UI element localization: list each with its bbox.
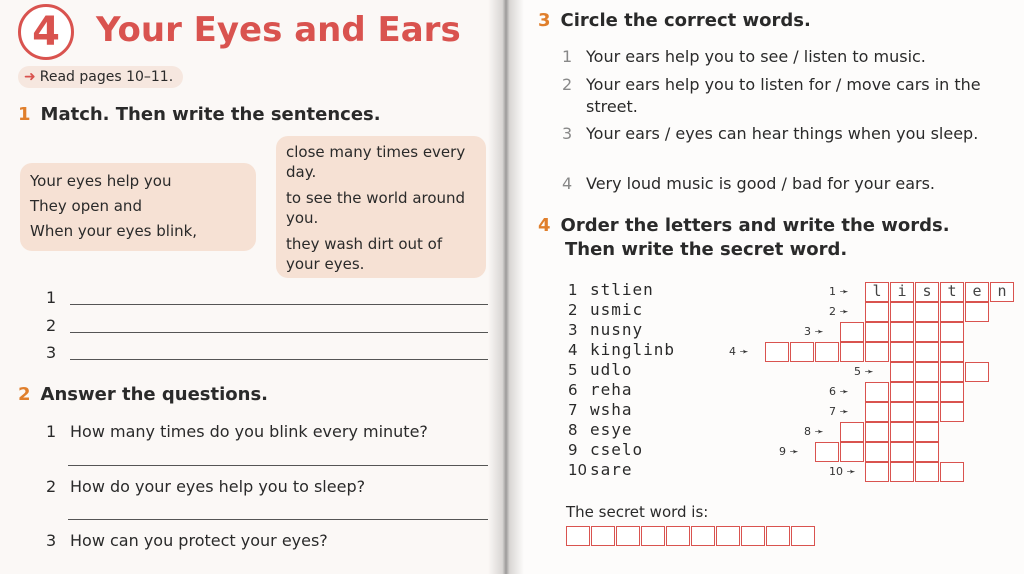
- question: 1 How many times do you blink every minute?: [46, 422, 428, 441]
- crossword-cell[interactable]: [915, 302, 939, 322]
- scrambled-word-number: 5: [568, 361, 578, 379]
- crossword-cell[interactable]: [865, 422, 889, 442]
- scrambled-word-item: [568, 280, 654, 299]
- crossword-cell[interactable]: [840, 342, 864, 362]
- crossword-cell[interactable]: [915, 342, 939, 362]
- secret-word-cell[interactable]: [766, 526, 790, 546]
- exercise-1-heading: [18, 104, 381, 125]
- crossword-cell[interactable]: [865, 462, 889, 482]
- crossword-row-label: 10 ➛: [829, 465, 856, 478]
- scrambled-word-item: [568, 460, 633, 479]
- crossword-row-label: 8 ➛: [804, 425, 824, 438]
- crossword-cell[interactable]: [890, 382, 914, 402]
- scrambled-word-number: 3: [568, 321, 578, 339]
- secret-word-cell[interactable]: [716, 526, 740, 546]
- secret-word-cell[interactable]: [616, 526, 640, 546]
- secret-word-cell[interactable]: [566, 526, 590, 546]
- sentence-ending: close many times every day.: [286, 143, 466, 181]
- secret-word-cell[interactable]: [591, 526, 615, 546]
- exercise-instruction: Order the letters and write the words.: [560, 215, 950, 236]
- circle-item: 4 Very loud music is good / bad for your ears.: [562, 174, 936, 193]
- sentence-ending: they wash dirt out of your eyes.: [286, 235, 443, 273]
- crossword-cell[interactable]: [890, 442, 914, 462]
- exercise-number: 2: [18, 384, 31, 405]
- crossword-cell[interactable]: [890, 402, 914, 422]
- crossword-cell[interactable]: t: [940, 282, 964, 302]
- crossword-cell[interactable]: [915, 462, 939, 482]
- crossword-cell[interactable]: [915, 422, 939, 442]
- crossword-cell[interactable]: [840, 442, 864, 462]
- read-pages-label: Read pages 10–11.: [39, 69, 174, 85]
- exercise-instruction: Circle the correct words.: [560, 10, 811, 31]
- crossword-cell[interactable]: [940, 402, 964, 422]
- crossword-cell[interactable]: [865, 302, 889, 322]
- crossword-cell[interactable]: [890, 322, 914, 342]
- scrambled-word-number: 1: [568, 281, 578, 299]
- circle-item: 3 Your ears / eyes can hear things when you sleep.: [562, 124, 979, 143]
- answer-line-number: 2: [46, 316, 57, 335]
- answer-line[interactable]: [70, 332, 488, 333]
- sentence-start: They open and: [30, 197, 142, 215]
- read-pages-tag: [18, 66, 183, 88]
- crossword-cell[interactable]: n: [990, 282, 1014, 302]
- exercise-instruction: Match. Then write the sentences.: [40, 104, 381, 125]
- scrambled-word-item: [568, 400, 633, 419]
- scrambled-word: wsha: [590, 400, 633, 419]
- crossword-cell[interactable]: [915, 442, 939, 462]
- crossword-cell[interactable]: [915, 362, 939, 382]
- crossword-cell[interactable]: [790, 342, 814, 362]
- scrambled-word: usmic: [590, 300, 644, 319]
- crossword-cell[interactable]: [865, 402, 889, 422]
- sentence-start: Your eyes help you: [30, 172, 172, 190]
- answer-line[interactable]: [70, 359, 488, 360]
- scrambled-word: kinglinb: [590, 340, 676, 359]
- secret-word-cell[interactable]: [741, 526, 765, 546]
- scrambled-word-number: 8: [568, 421, 578, 439]
- crossword-row-label: 9 ➛: [779, 445, 799, 458]
- circle-item: 1 Your ears help you to see / listen to music.: [562, 47, 926, 66]
- crossword-cell[interactable]: [940, 322, 964, 342]
- scrambled-word-number: 9: [568, 441, 578, 459]
- scrambled-word-item: [568, 380, 633, 399]
- crossword-cell[interactable]: [890, 422, 914, 442]
- scrambled-word: nusny: [590, 320, 644, 339]
- crossword-cell[interactable]: [865, 322, 889, 342]
- scrambled-word: cselo: [590, 440, 644, 459]
- answer-line[interactable]: [70, 304, 488, 305]
- scrambled-word-number: 7: [568, 401, 578, 419]
- exercise-4-heading: [538, 214, 950, 262]
- crossword-row-label: 6 ➛: [829, 385, 849, 398]
- crossword-cell[interactable]: [840, 422, 864, 442]
- scrambled-word-number: 4: [568, 341, 578, 359]
- scrambled-word-item: [568, 320, 643, 339]
- crossword-row-label: 5 ➛: [854, 365, 874, 378]
- crossword-row-label: 7 ➛: [829, 405, 849, 418]
- scrambled-word: sare: [590, 460, 633, 479]
- exercise-number: 1: [18, 104, 31, 125]
- crossword-cell[interactable]: [940, 302, 964, 322]
- crossword-cell[interactable]: [915, 382, 939, 402]
- crossword-cell[interactable]: [890, 302, 914, 322]
- crossword-cell[interactable]: [940, 362, 964, 382]
- exercise-number: 3: [538, 10, 551, 31]
- crossword-cell[interactable]: [765, 342, 789, 362]
- exercise-instruction: Then write the secret word.: [565, 239, 848, 260]
- crossword-cell[interactable]: [965, 362, 989, 382]
- crossword-cell[interactable]: [965, 302, 989, 322]
- crossword-cell[interactable]: [890, 362, 914, 382]
- scrambled-word-item: [568, 300, 643, 319]
- crossword-row-label: 2 ➛: [829, 305, 849, 318]
- crossword-cell[interactable]: [865, 342, 889, 362]
- sentence-starts-box: [20, 163, 256, 251]
- sentence-start: When your eyes blink,: [30, 222, 198, 240]
- exercise-2-heading: [18, 384, 268, 405]
- sentence-ending: to see the world around you.: [286, 189, 466, 227]
- crossword-cell[interactable]: e: [965, 282, 989, 302]
- scrambled-word-item: [568, 420, 633, 439]
- crossword-row-label: 1 ➛: [829, 285, 849, 298]
- crossword-cell[interactable]: [815, 342, 839, 362]
- crossword-cell[interactable]: [915, 402, 939, 422]
- crossword-cell[interactable]: [865, 382, 889, 402]
- crossword-cell[interactable]: [940, 342, 964, 362]
- scrambled-word: udlo: [590, 360, 633, 379]
- crossword-row-label: 4 ➛: [729, 345, 749, 358]
- scrambled-word-item: [568, 440, 643, 459]
- crossword-cell[interactable]: l: [865, 282, 889, 302]
- crossword-cell[interactable]: [840, 322, 864, 342]
- unit-title: Your Eyes and Ears: [96, 10, 461, 50]
- exercise-instruction: Answer the questions.: [40, 384, 268, 405]
- secret-word-cell[interactable]: [641, 526, 665, 546]
- secret-word-cell[interactable]: [691, 526, 715, 546]
- secret-word-cell[interactable]: [791, 526, 815, 546]
- answer-line[interactable]: [68, 465, 488, 466]
- scrambled-word-item: [568, 340, 675, 359]
- crossword-cell[interactable]: s: [915, 282, 939, 302]
- crossword-cell[interactable]: [865, 442, 889, 462]
- exercise-3-heading: [538, 10, 811, 31]
- secret-word-label: The secret word is:: [566, 503, 709, 521]
- sentence-endings-box: [276, 136, 486, 278]
- crossword-cell[interactable]: [940, 382, 964, 402]
- secret-word-cell[interactable]: [666, 526, 690, 546]
- crossword-cell[interactable]: [890, 342, 914, 362]
- scrambled-word: stlien: [590, 280, 654, 299]
- scrambled-word: esye: [590, 420, 633, 439]
- crossword-cell[interactable]: [940, 462, 964, 482]
- crossword-cell[interactable]: i: [890, 282, 914, 302]
- exercise-number: 4: [538, 215, 551, 236]
- scrambled-word-number: 10: [568, 461, 588, 479]
- arrow-left-icon: ➜: [24, 69, 36, 85]
- scrambled-word-item: [568, 360, 633, 379]
- answer-line[interactable]: [68, 519, 488, 520]
- question: 3 How can you protect your eyes?: [46, 531, 328, 550]
- crossword-row-label: 3 ➛: [804, 325, 824, 338]
- answer-line-number: 3: [46, 343, 57, 362]
- scrambled-word-number: 6: [568, 381, 578, 399]
- scrambled-word-number: 2: [568, 301, 578, 319]
- crossword-cell[interactable]: [915, 322, 939, 342]
- question: 2 How do your eyes help you to sleep?: [46, 477, 366, 496]
- crossword-cell[interactable]: [815, 442, 839, 462]
- answer-line-number: 1: [46, 288, 57, 307]
- book-gutter: [488, 0, 524, 574]
- crossword-cell[interactable]: [890, 462, 914, 482]
- unit-number-badge: 4: [18, 4, 74, 60]
- circle-item: 2 Your ears help you to listen for / move cars in the street.: [562, 75, 981, 116]
- scrambled-word: reha: [590, 380, 633, 399]
